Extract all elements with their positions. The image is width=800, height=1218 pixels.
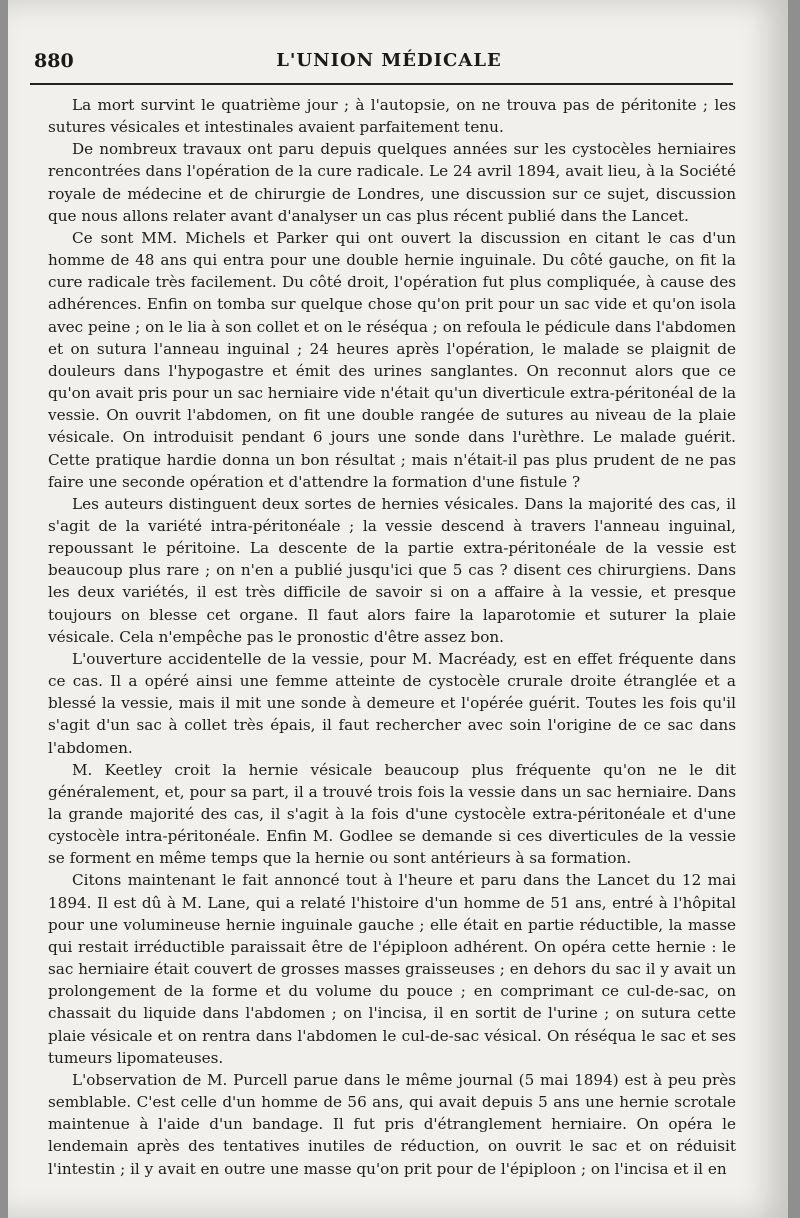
paragraph: M. Keetley croit la hernie vésicale beaucoup plus fréquente qu'on ne le dit généralement, et, pour sa part, il a trouvé trois fois la vessie dans un sac herniaire. Dans la grande majorité des cas, il s'agit à la fois d'une cystocèle extra-péritonéale et d'une cystocèle intra-péritonéale. Enfin M. Godlee se demande si ces diverticules de la vessie se forment en même temps que la hernie ou sont antérieurs à sa formation.: [48, 760, 736, 868]
paragraph: Citons maintenant le fait annoncé tout à l'heure et paru dans the Lancet du 12 mai 1894. Il est dû à M. Lane, qui a relaté l'histoire d'un homme de 51 ans, entré à l'hôpital pour une volumineuse hernie inguinale gauche ; elle était en partie réductible, la masse qui restait irréductible paraissait être de l'épiploon adhérent. On opéra cette hernie : le sac herniaire était couvert de grosses masses graisseuses ; en dehors du sac il y avait un prolongement de la forme et du volume du pouce ; en comprimant ce cul-de-sac, on chassait du liquide dans l'abdomen ; on l'incisa, il en sortit de l'urine ; on sutura cette plaie vésicale et on rentra dans l'abdomen le cul-de-sac vésical. On réséqua le sac et ses tumeurs lipomateuses.: [48, 871, 736, 1067]
paragraph: L'ouverture accidentelle de la vessie, pour M. Macréady, est en effet fréquente dans ce cas. Il a opéré ainsi une femme atteinte de cystocèle crurale droite étranglée et a blessé la vessie, mais il mit une sonde à demeure et l'opérée guérit. Toutes les fois qu'il s'agit d'un sac à collet très épais, il faut rechercher avec soin l'origine de ce sac dans l'abdomen.: [48, 649, 736, 757]
header-rule: [30, 83, 733, 85]
page-header: [30, 48, 748, 76]
page-number: 880: [34, 50, 74, 72]
paragraph: L'observation de M. Purcell parue dans le même journal (5 mai 1894) est à peu près semblable. C'est celle d'un homme de 56 ans, qui avait depuis 5 ans une hernie scrotale maintenue à l'aide d'un bandage. Il fut pris d'étranglement herniaire. On opéra le lendemain après des tentatives inutiles de réduction, on ouvrit le sac et on réduisit l'intestin ; il y avait en outre une masse qu'on prit pour de l'épiploon ; on l'incisa et il en: [48, 1070, 736, 1178]
paragraph: La mort survint le quatrième jour ; à l'autopsie, on ne trouva pas de péritonite ; les sutures vésicales et intestinales avaient parfaitement tenu.: [48, 96, 736, 137]
document-page: [8, 0, 788, 1218]
paragraph: Ce sont MM. Michels et Parker qui ont ouvert la discussion en citant le cas d'un homme de 48 ans qui entra pour une double hernie inguinale. Du côté gauche, on fit la cure radicale très facilement. Du côté droit, l'opération fut plus compliquée, à cause des adhérences. Enfin on tomba sur quelque chose qu'on prit pour un sac vide et qu'on isola avec peine ; on le lia à son collet et on le réséqua ; on refoula le pédicule dans l'abdomen et on sutura l'anneau inguinal ; 24 heures après l'opération, le malade se plaignit de douleurs dans l'hypogastre et émit des urines sanglantes. On reconnut alors que ce qu'on avait pris pour un sac herniaire vide n'était qu'un diverticule extra-péritonéal de la vessie. On ouvrit l'abdomen, on fit une double rangée de sutures au niveau de la plaie vésicale. On introduisit pendant 6 jours une sonde dans l'urèthre. Le malade guérit. Cette pratique hardie donna un bon résultat ; mais n'était-il pas plus prudent de ne pas faire une seconde opération et d'attendre la formation d'une fistule ?: [48, 228, 736, 491]
running-title: L'UNION MÉDICALE: [276, 50, 502, 71]
article-body: [48, 94, 736, 1180]
paragraph: De nombreux travaux ont paru depuis quelques années sur les cystocèles herniaires rencontrées dans l'opération de la cure radicale. Le 24 avril 1894, avait lieu, à la Société royale de médecine et de chirurgie de Londres, une discussion sur ce sujet, discussion que nous allons relater avant d'analyser un cas plus récent publié dans the Lancet.: [48, 140, 736, 225]
paragraph: Les auteurs distinguent deux sortes de hernies vésicales. Dans la majorité des cas, il s'agit de la variété intra-péritonéale ; la vessie descend à travers l'anneau inguinal, repoussant le péritoine. La descente de la partie extra-péritonéale de la vessie est beaucoup plus rare ; on n'en a publié jusqu'ici que 5 cas ? disent ces chirurgiens. Dans les deux variétés, il est très difficile de savoir si on a affaire à la vessie, et presque toujours on blesse cet organe. Il faut alors faire la laparotomie et suturer la plaie vésicale. Cela n'empêche pas le pronostic d'être assez bon.: [48, 494, 736, 646]
